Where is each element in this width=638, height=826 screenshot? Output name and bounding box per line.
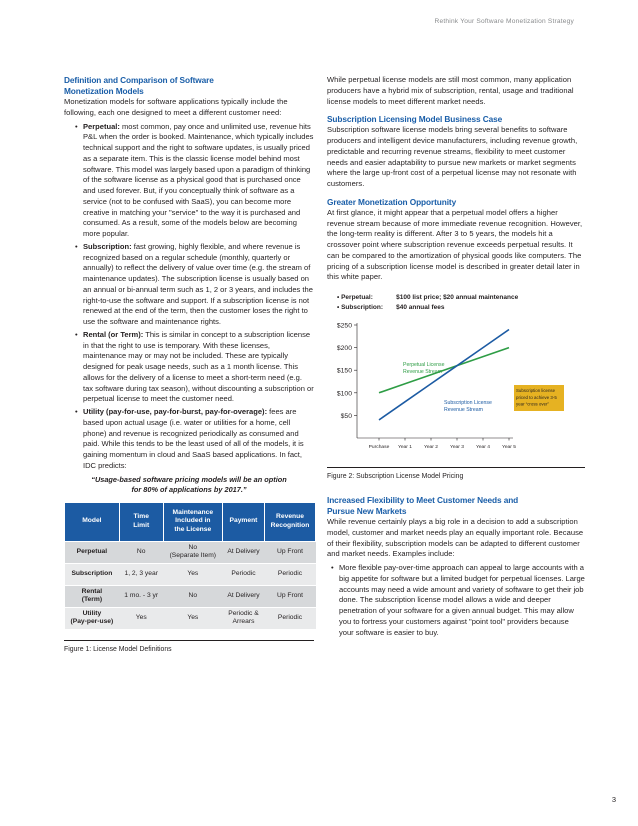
table-header-cell bbox=[163, 502, 222, 541]
bullet-term: Rental (or Term): bbox=[83, 329, 144, 339]
bullet-pay-over-time: • More flexible pay-over-time approach can appeal to large accounts with a big appetite for software but a limited budget for perpetual licenses. Large accounts may need a wide amount and variety of software to get their job done. The subscription license model allows a wide and deeper penetration of your software for a given annual budget. This may allow you to fortress your customers against "point tool" providers because your software is easier to buy. bbox=[331, 563, 585, 637]
series-line bbox=[379, 348, 509, 393]
heading-line: Monetization Models bbox=[64, 86, 144, 96]
table-row bbox=[65, 541, 316, 563]
bullet-text: This is similar in concept to a subscription license in that the right to use is temporary. With these licenses, maintenance may or may not be included. These are typically designed for peak usage needs, such as a 1 month license. This allows for the delivery of a license to meet a short-term need (e.g. tax software during tax season), without discounting a subscription or perpetual license to meet the customer need. bbox=[83, 329, 314, 404]
business-case-paragraph: Subscription software license models bring several benefits to software producers and intelligent device manufacturers, including revenue growth, predictable and recurring revenue streams, flexibility to meet customer needs and easier adaptability to pursue new markets or market segments where the large up-front cost of a perpetual license may not resonate with customers. bbox=[327, 125, 578, 188]
pricing-label: Subscription: bbox=[341, 304, 383, 311]
cell-text: No bbox=[188, 591, 198, 599]
table-cell bbox=[265, 585, 316, 607]
cell-text: No bbox=[136, 547, 146, 555]
bullet-text: fast growing, highly flexible, and where revenue is recognized based on a regular schedule (monthly, quarterly or annually) to reflect the delivery of value over time (e.g. the stream of maintenance updates). The subscription license is usually based on an annual or bi-annual term such as 1, 2 or 3 years, and includes the right-to-use the software and support. If a subscription license is not renewed at the end of the term, then the customer loses the right to use the software and maintenance rights. bbox=[83, 241, 313, 326]
cell-text: At Delivery bbox=[227, 547, 260, 555]
table-row bbox=[65, 585, 316, 607]
cell-text: (Pay-per-use) bbox=[70, 618, 114, 625]
table-row bbox=[65, 607, 316, 629]
table-cell bbox=[265, 563, 316, 585]
cell-text: Yes bbox=[135, 613, 147, 621]
table-cell bbox=[65, 563, 120, 585]
bullet-term: Utility (pay-for-use, pay-for-burst, pay-for-overage): bbox=[83, 407, 268, 416]
cell-text: Subscription bbox=[71, 569, 113, 577]
cell-text: Periodic bbox=[277, 569, 303, 577]
x-tick-label: Purchase bbox=[368, 445, 390, 450]
header-text: Payment bbox=[229, 517, 258, 525]
table-cell bbox=[222, 585, 264, 607]
cell-text: Perpetual bbox=[76, 547, 108, 555]
header-text: Limit bbox=[133, 521, 150, 529]
cell-text: At Delivery bbox=[227, 591, 260, 599]
x-tick-label: Year 1 bbox=[398, 445, 412, 450]
right-column bbox=[327, 75, 585, 640]
cell-text: Yes bbox=[187, 613, 199, 621]
cell-text: Arrears bbox=[232, 618, 255, 625]
cell-text: Periodic bbox=[277, 613, 303, 621]
cell-text: No bbox=[188, 543, 198, 551]
cell-text: 1, 2, 3 year bbox=[124, 569, 158, 577]
series-label-subscription: Subscription License bbox=[444, 400, 492, 406]
bullet-rental: • Rental (or Term): This is similar in concept to a subscription license in that the right to use is temporary. With these licenses, maintenance may or may not be included. These are typically designed for peak usage needs, such as a 1 month license. This allows for the delivery of a license to meet a short-term need (e.g. tax software during tax season), without discounting a subscription or perpetual license to meet the customer need. bbox=[75, 329, 314, 404]
y-tick-label: $100 bbox=[336, 390, 352, 398]
heading-line: Increased Flexibility to Meet Customer Needs and bbox=[327, 495, 519, 505]
table-cell bbox=[119, 563, 163, 585]
header-text: Maintenance bbox=[172, 509, 214, 517]
y-tick-label: $200 bbox=[336, 345, 352, 353]
cell-text: Utility bbox=[82, 609, 102, 617]
series-label-perpetual: Revenue Stream bbox=[403, 369, 442, 375]
table-header-cell bbox=[222, 502, 264, 541]
heading-line: Definition and Comparison of Software bbox=[64, 75, 214, 85]
crossover-annotation-text: Subscription license bbox=[516, 388, 556, 393]
heading-line: Pursue New Markets bbox=[327, 506, 407, 516]
x-tick-label: Year 5 bbox=[502, 445, 516, 450]
figure1-rule bbox=[64, 640, 314, 641]
bullet-text: fees are based upon actual usage (i.e. water or utilities for a home, cell phone) and revenue is recognized periodically as consumed and paid. While this tends to be the least used of all of the models, it is gaining momentum in cloud and SaaS based applications. In fact, IDC predicts: bbox=[83, 407, 304, 470]
bullet-text: most common, pay once and unlimited use, revenue hits P&L when the order is booked. Maintenance, which typically includes technical support and the right to software updates, is usually priced as a separate item. This is the classic license model behind most software. This model was largely based upon a paradigm of thinking of the software license as a physical good that is purchased once and used forever. But, if you conceptually think of software as a service (not to be confused with SaaS), you can become more creative in matching your "service" to the way it is purchased and consumed. As a result, some of the models below are becoming more popular. bbox=[83, 121, 314, 238]
header-text: Revenue bbox=[276, 513, 304, 521]
crossover-annotation-text: priced to achieve 3-5 bbox=[516, 394, 557, 400]
table-cell bbox=[163, 585, 222, 607]
flexibility-bullet-list bbox=[327, 563, 585, 638]
left-column bbox=[64, 75, 314, 654]
pricing-value: $40 annual fees bbox=[396, 304, 445, 311]
y-tick-label: $50 bbox=[340, 412, 352, 420]
table-cell bbox=[265, 541, 316, 563]
cell-text: Up Front bbox=[276, 591, 303, 599]
header-text: Recognition bbox=[270, 521, 310, 529]
header-text: Time bbox=[133, 513, 149, 521]
pricing-legend-subscription: • Subscription: $40 annual fees bbox=[337, 304, 445, 311]
y-tick-label: $150 bbox=[336, 367, 352, 375]
table-cell bbox=[163, 563, 222, 585]
table-cell bbox=[65, 607, 120, 629]
pricing-legend-perpetual: • Perpetual: $100 list price; $20 annual maintenance bbox=[337, 294, 519, 301]
y-tick-label: $250 bbox=[336, 322, 352, 330]
bullet-perpetual: • Perpetual: most common, pay once and unlimited use, revenue hits P&L when the order is booked. Maintenance, which typically includes technical support and the right to software updates, is usually priced as a separate item. This is the classic license model behind most software. This model was largely based upon a paradigm of thinking of the software license as a physical good that is purchased once and used forever. But, if you conceptually think of software as a service (not to be confused with SaaS), you can become more creative in matching your "service" to the way it is purchased and consumed. As a result, some of the models below are becoming more popular. bbox=[75, 121, 314, 238]
table-cell bbox=[119, 607, 163, 629]
pricing-label: Perpetual: bbox=[341, 294, 373, 301]
table-header-cell bbox=[65, 502, 120, 541]
table-header-row bbox=[65, 502, 316, 541]
table-row bbox=[65, 563, 316, 585]
quote-line: “Usage-based software pricing models will be an option bbox=[91, 474, 287, 484]
bullet-term: Subscription: bbox=[83, 241, 132, 251]
cell-text: Periodic & bbox=[228, 609, 259, 617]
revenue-chart-svg bbox=[327, 313, 585, 465]
cell-text: Up Front bbox=[276, 547, 303, 555]
page-number: 3 bbox=[611, 795, 616, 804]
pricing-value: $100 list price; $20 annual maintenance bbox=[396, 294, 519, 301]
hybrid-paragraph: While perpetual license models are still most common, many application producers have a hybrid mix of subscription, rental, usage and traditional license models to meet different market needs. bbox=[327, 75, 574, 106]
license-model-table bbox=[64, 502, 316, 630]
series-label-perpetual: Perpetual License bbox=[403, 362, 445, 368]
cell-text: 1 mo. - 3 yr bbox=[124, 591, 159, 599]
intro-paragraph: Monetization models for software applications typically include the following, each one designed to meet a different customer need: bbox=[64, 97, 288, 117]
idc-quote bbox=[64, 475, 314, 496]
figure2-caption: Figure 2: Subscription License Model Pricing bbox=[327, 473, 464, 480]
crossover-annotation-text: year “cross over” bbox=[516, 401, 549, 407]
table-cell bbox=[163, 607, 222, 629]
section-heading-monetization: Greater Monetization Opportunity bbox=[327, 196, 457, 207]
x-tick-label: Year 2 bbox=[424, 445, 438, 450]
table-cell bbox=[119, 541, 163, 563]
quote-line: for 80% of applications by 2017.” bbox=[131, 485, 247, 494]
table-cell bbox=[222, 607, 264, 629]
table-cell bbox=[265, 607, 316, 629]
header-text: the License bbox=[174, 525, 212, 533]
x-tick-label: Year 4 bbox=[476, 445, 490, 450]
model-bullet-list bbox=[64, 122, 314, 472]
cell-text: (Separate Item) bbox=[169, 552, 217, 559]
table-cell bbox=[163, 541, 222, 563]
cell-text: (Term) bbox=[81, 596, 103, 603]
cell-text: Rental bbox=[81, 587, 103, 595]
table-cell bbox=[222, 563, 264, 585]
bullet-utility: • Utility (pay-for-use, pay-for-burst, pay-for-overage): fees are based upon actual usage (i.e. water or utilities for a home, cell phone) and revenue is recognized periodically as consumed and paid. While this tends to be the least used of all of the models, it is gaining momentum in cloud and SaaS based applications. In fact, IDC predicts: bbox=[75, 407, 304, 470]
header-text: Included in bbox=[175, 517, 211, 525]
section-heading-business-case: Subscription Licensing Model Business Case bbox=[327, 114, 503, 125]
table-cell bbox=[65, 585, 120, 607]
figure1-caption: Figure 1: License Model Definitions bbox=[64, 645, 172, 653]
monetization-paragraph: At first glance, it might appear that a perpetual model offers a higher revenue stream because of more immediate revenue recognition. However, the long-term reality is different. After 3 to 5 years, the models hit a crossover point where subscription revenue exceeds perpetual results. It can be compared to the amortization of physical goods like computers. The pricing of a subscription license model is described in greater detail later in this white paper. bbox=[327, 207, 583, 282]
cell-text: Yes bbox=[187, 569, 199, 577]
header-text: Model bbox=[82, 517, 102, 525]
bullet-text: More flexible pay-over-time approach can appeal to large accounts with a big appetite for software but a limited budget for perpetual licenses. Large accounts may need a wide amount and variety of software to get their job done. The subscription license model allows a wide and deeper penetration of your software for a given annual budget. This may allow you to fortress your customers against "point tool" providers because your software is easier to buy. bbox=[339, 563, 585, 637]
bullet-term: Perpetual: bbox=[83, 121, 120, 131]
chart-pricing-legend bbox=[327, 293, 585, 313]
table-header-cell bbox=[265, 502, 316, 541]
flexibility-paragraph: While revenue certainly plays a big role in a decision to add a subscription model, customer and market needs play an equally important role. Because of their flexibility, subscription models can be adapted to different customer and market needs. Examples include: bbox=[327, 517, 584, 559]
table-cell bbox=[222, 541, 264, 563]
section-heading-definitions bbox=[64, 75, 314, 97]
revenue-chart bbox=[327, 313, 585, 465]
series-label-subscription: Revenue Stream bbox=[444, 407, 483, 413]
table-header-cell bbox=[119, 502, 163, 541]
running-head: Rethink Your Software Monetization Strategy bbox=[434, 18, 574, 25]
table-cell bbox=[119, 585, 163, 607]
table-cell bbox=[65, 541, 120, 563]
bullet-subscription: • Subscription: fast growing, highly flexible, and where revenue is recognized based on a regular schedule (monthly, quarterly or annually) to reflect the delivery of value over time (e.g. the stream of maintenance updates). The subscription license is usually based on an annual or bi-annual term such as 1, 2 or 3 years, and includes the right-to-use the software and support. If a subscription license is not renewed at the end of the term, then the customer loses the right to use the software and maintenance rights. bbox=[75, 241, 313, 326]
figure2-rule bbox=[327, 467, 585, 468]
x-tick-label: Year 3 bbox=[450, 445, 464, 450]
section-heading-flexibility bbox=[327, 495, 585, 517]
cell-text: Periodic bbox=[231, 569, 256, 577]
